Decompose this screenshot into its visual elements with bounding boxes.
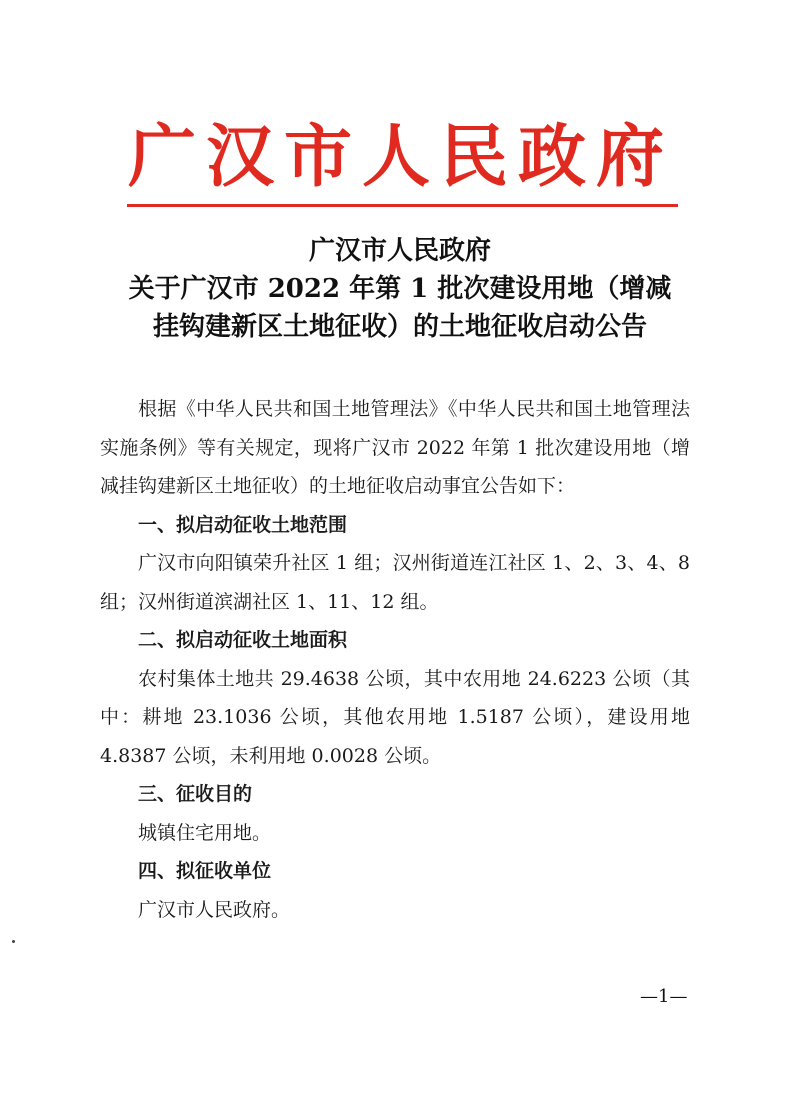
scan-speck <box>12 940 15 943</box>
section-2-heading: 二、拟启动征收土地面积 <box>138 629 348 651</box>
masthead-title: 广汉市人民政府 <box>128 117 675 197</box>
intro-paragraph: 根据《中华人民共和国土地管理法》《中华人民共和国土地管理法实施条例》等有关规定，现将广汉市 2022 年第 1 批次建设用地（增减挂钩建新区土地征收）的土地征收启动事宜公告如下： <box>100 398 690 497</box>
section-4-text: 广汉市人民政府。 <box>138 898 291 921</box>
page-number: —1— <box>640 986 688 1007</box>
document-title <box>100 232 700 346</box>
title-line-2: 关于广汉市 2022 年第 1 批次建设用地（增减 <box>128 274 672 304</box>
section-3-heading: 三、征收目的 <box>138 783 253 805</box>
masthead-red-rule <box>127 204 678 207</box>
document-body <box>100 390 690 929</box>
title-line-1: 广汉市人民政府 <box>308 236 491 266</box>
section-1-text: 广汉市向阳镇荣升社区 1 组；汉州街道连江社区 1、2、3、4、8 组；汉州街道滨湖社区 1、11、12 组。 <box>100 552 690 613</box>
section-3-text: 城镇住宅用地。 <box>138 821 272 844</box>
title-line-3: 挂钩建新区土地征收）的土地征收启动公告 <box>152 312 647 342</box>
section-1-heading: 一、拟启动征收土地范围 <box>138 513 348 536</box>
section-2-text: 农村集体土地共 29.4638 公顷，其中农用地 24.6223 公顷（其中：耕地 23.1036 公顷，其他农用地 1.5187 公顷），建设用地 4.8387 公顷，未利用地 0.0028 公顷。 <box>100 667 690 767</box>
section-4-heading: 四、拟征收单位 <box>138 860 272 882</box>
